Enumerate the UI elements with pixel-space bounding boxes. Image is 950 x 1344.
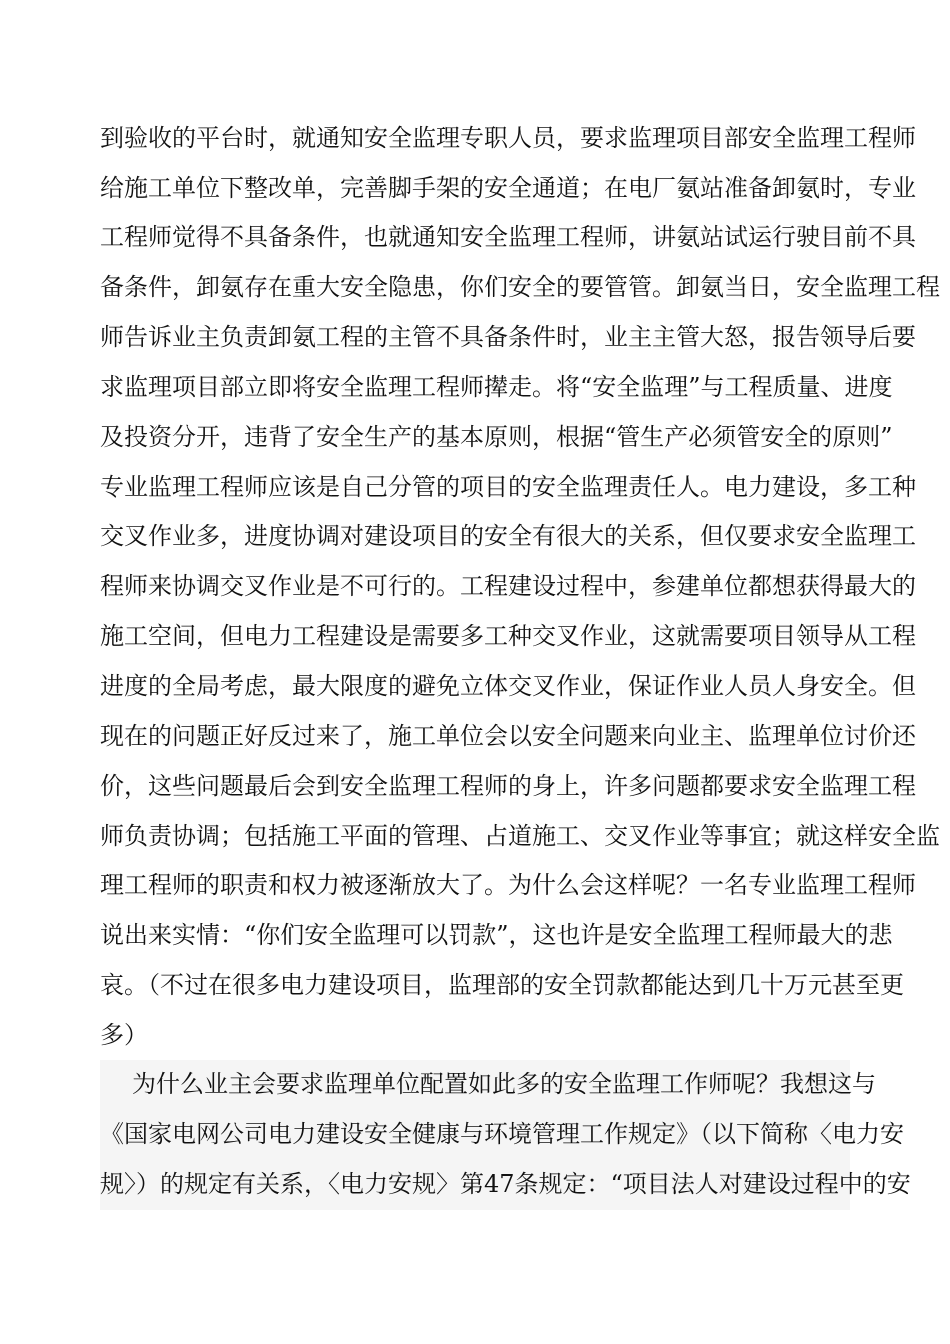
text-line: 专业监理工程师应该是自己分管的项目的安全监理责任人。电力建设，多工种: [100, 473, 916, 501]
text-line: 交叉作业多，进度协调对建设项目的安全有很大的关系，但仅要求安全监理工: [100, 522, 916, 550]
text-line: 《国家电网公司电力建设安全健康与环境管理工作规定》（以下简称〈电力安: [100, 1120, 904, 1148]
text-line: 到验收的平台时，就通知安全监理专职人员，要求监理项目部安全监理工程师: [100, 124, 916, 152]
text-line: 施工空间，但电力工程建设是需要多工种交叉作业，这就需要项目领导从工程: [100, 622, 916, 650]
text-line: 进度的全局考虑，最大限度的避免立体交叉作业，保证作业人员人身安全。但: [100, 672, 916, 700]
text-line-indented: 为什么业主会要求监理单位配置如此多的安全监理工作师呢？我想这与: [132, 1070, 876, 1098]
text-line: 说出来实情：“你们安全监理可以罚款”，这也许是安全监理工程师最大的悲: [100, 921, 893, 949]
text-line: 及投资分开，违背了安全生产的基本原则，根据“管生产必须管安全的原则”: [100, 423, 893, 451]
text-line: 理工程师的职责和权力被逐渐放大了。为什么会这样呢？一名专业监理工程师: [100, 871, 916, 899]
text-line: 现在的问题正好反过来了，施工单位会以安全问题来向业主、监理单位讨价还: [100, 722, 916, 750]
text-line: 师告诉业主负责卸氨工程的主管不具备条件时，业主主管大怒，报告领导后要: [100, 323, 916, 351]
text-line: 程师来协调交叉作业是不可行的。工程建设过程中，参建单位都想获得最大的: [100, 572, 916, 600]
text-line: 求监理项目部立即将安全监理工程师撵走。将“安全监理”与工程质量、进度: [100, 373, 893, 401]
text-line: 价，这些问题最后会到安全监理工程师的身上，许多问题都要求安全监理工程: [100, 772, 916, 800]
text-line: 师负责协调；包括施工平面的管理、占道施工、交叉作业等事宜；就这样安全监: [100, 822, 940, 850]
text-line: 备条件，卸氨存在重大安全隐患，你们安全的要管管。卸氨当日，安全监理工程: [100, 273, 940, 301]
text-line: 给施工单位下整改单，完善脚手架的安全通道；在电厂氨站准备卸氨时，专业: [100, 174, 916, 202]
text-line: 多）: [100, 1021, 148, 1049]
text-line: 哀。（不过在很多电力建设项目，监理部的安全罚款都能达到几十万元甚至更: [100, 971, 904, 999]
text-line: 工程师觉得不具备条件，也就通知安全监理工程师，讲氨站试运行驶目前不具: [100, 223, 916, 251]
text-line: 规〉）的规定有关系，〈电力安规〉第47条规定：“项目法人对建设过程中的安: [100, 1170, 911, 1198]
